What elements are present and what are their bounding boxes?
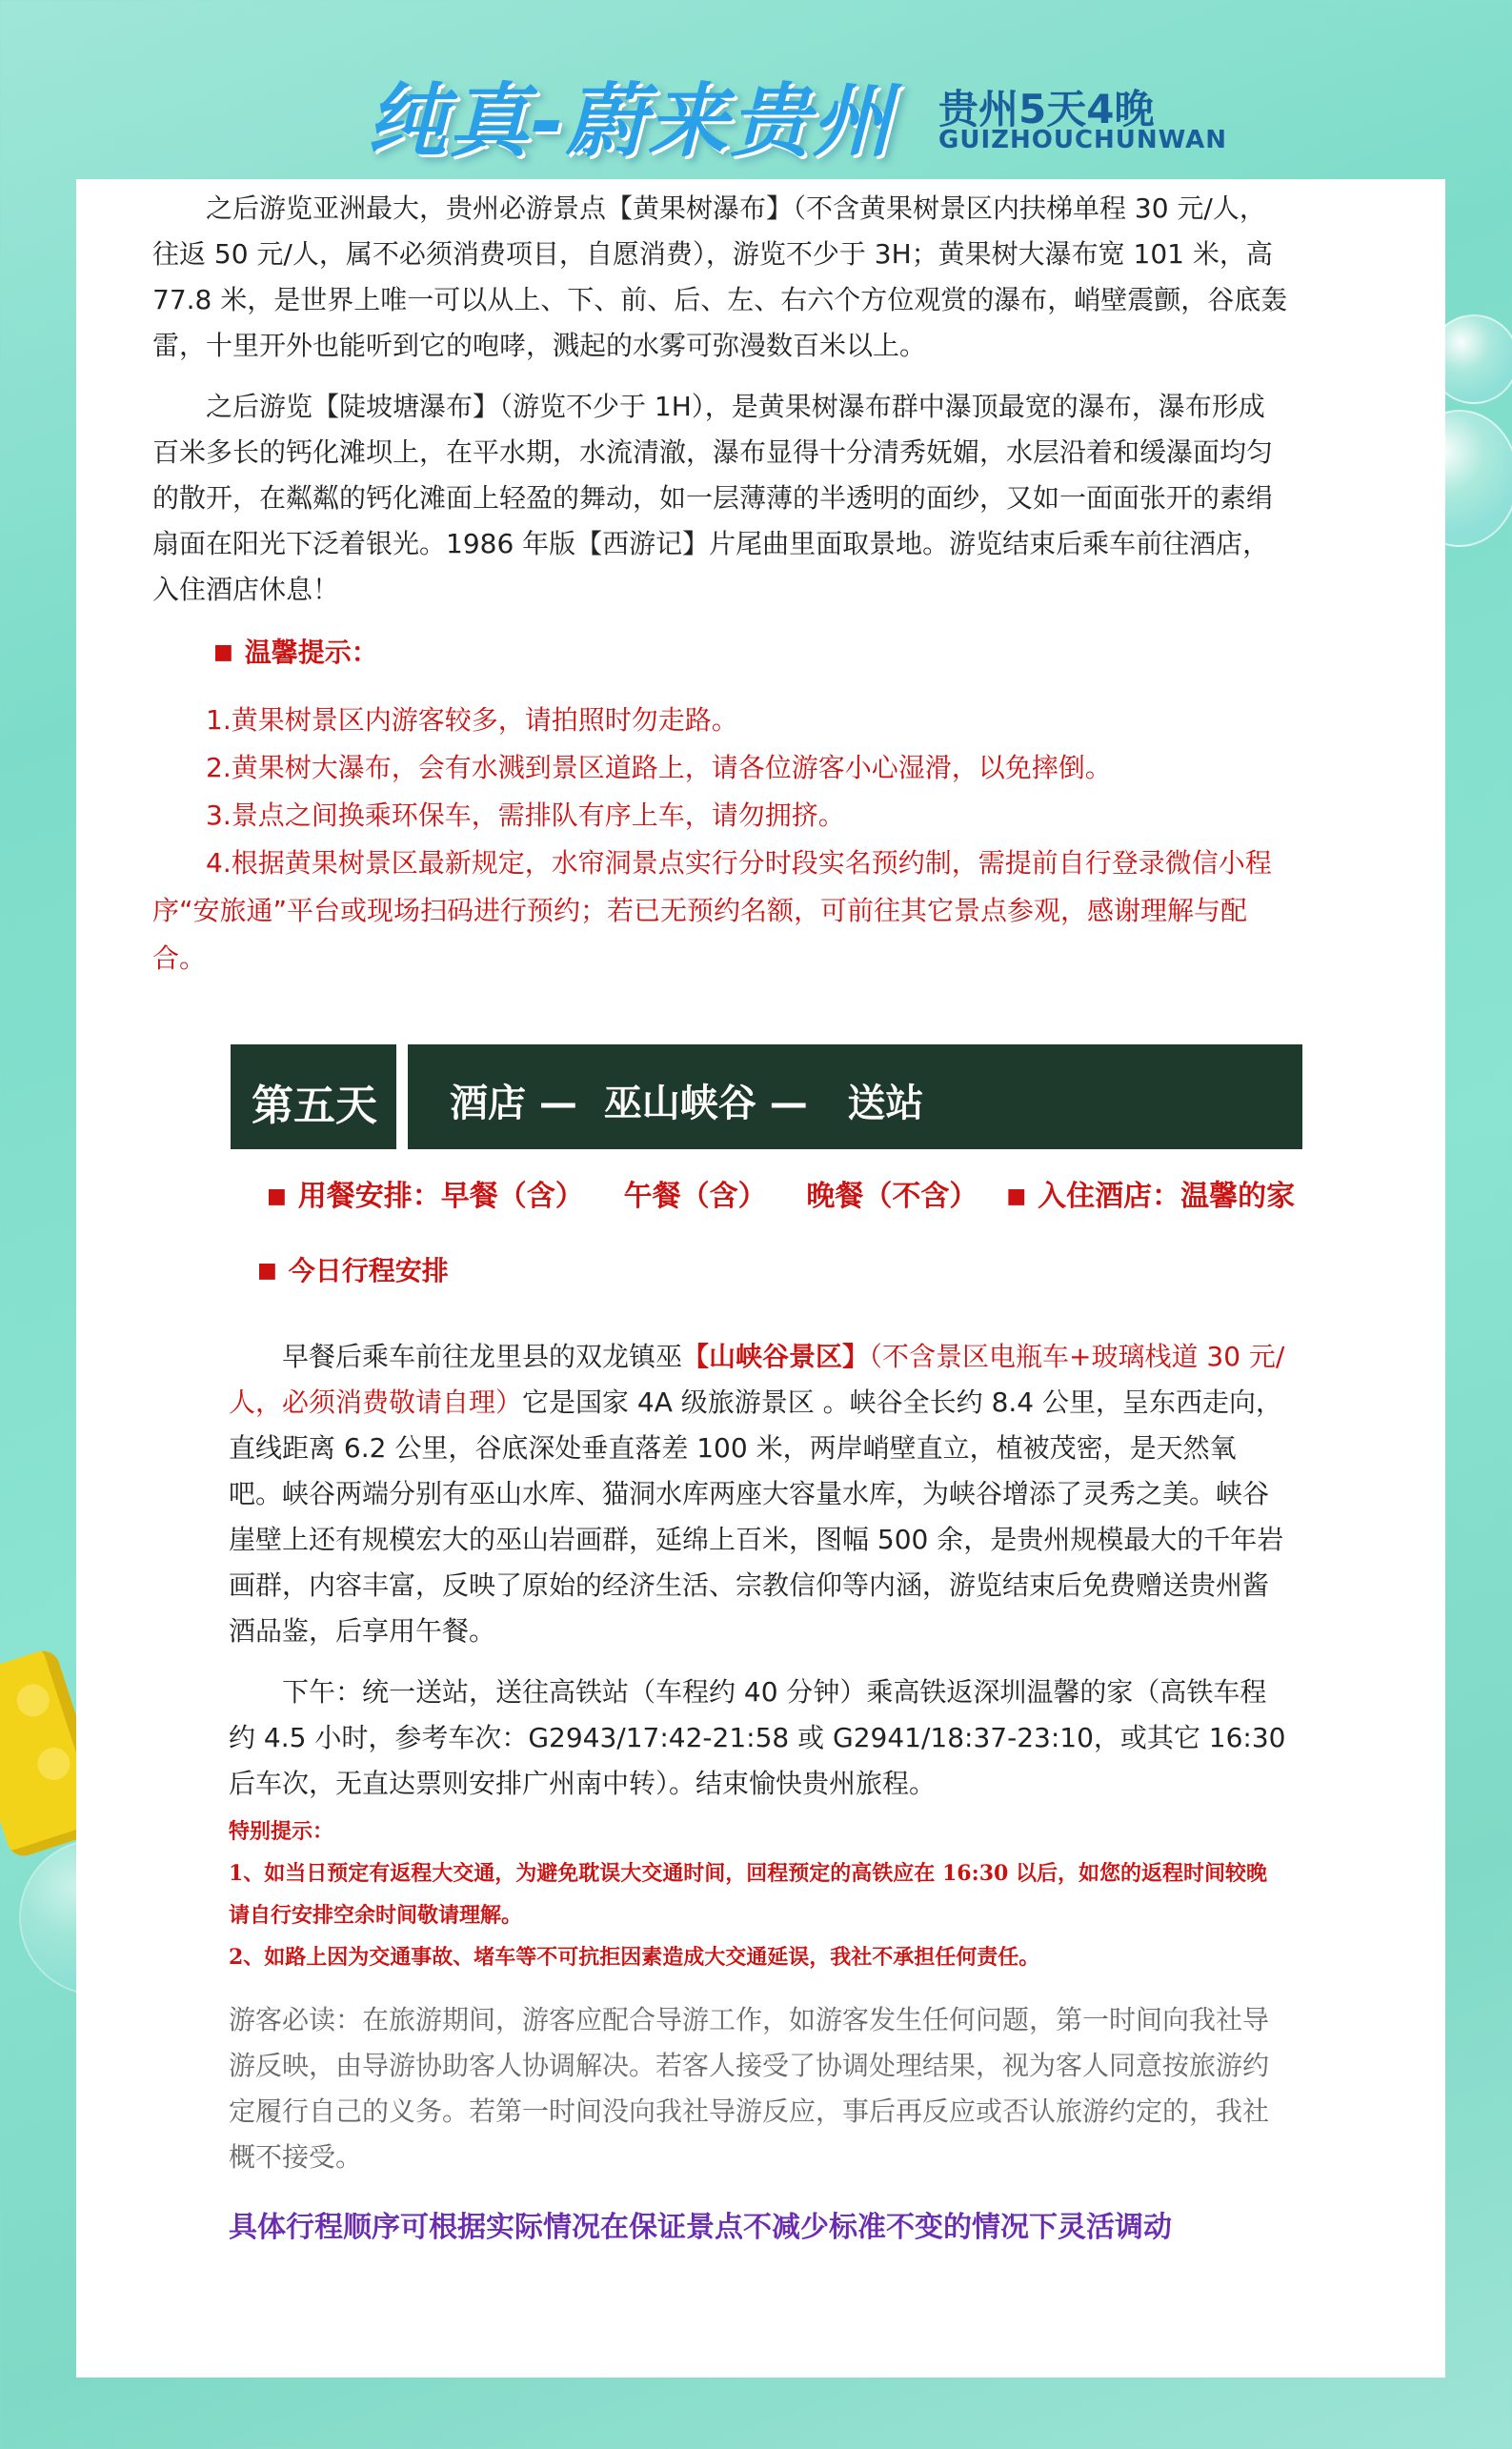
paragraph-departure: 下午：统一送站，送往高铁站（车程约 40 分钟）乘高铁返深圳温馨的家（高铁车程约 4.5 小时，参考车次：G2943/17:42-21:58 或 G2941/18:37-23:10，或其它 16:30 后车次，无直达票则安排广州南中转）。结束愉快贵州旅程。 — [229, 1676, 1286, 1799]
square-bullet-icon: ■ — [257, 1259, 277, 1283]
day4-content — [152, 186, 1291, 982]
special-tip-item: 2、如路上因为交通事故、堵车等不可抗拒因素造成大交通延误，我社不承担任何责任。 — [229, 1945, 1040, 1970]
day-route: 酒店 — 巫山峡谷 — 送站 — [450, 1082, 924, 1125]
hotel-text: 入住酒店：温馨的家 — [1038, 1180, 1296, 1213]
meal-arrangement — [267, 1172, 1295, 1214]
tip-item: 4.根据黄果树景区最新规定，水帘洞景点实行分时段实名预约制，需提前自行登录微信小程序“安旅通”平台或现场扫码进行预约；若已无预约名额，可前往其它景点参观，感谢理解与配合。 — [152, 847, 1272, 974]
page-header — [367, 57, 1228, 168]
tip-heading — [213, 632, 1291, 670]
square-bullet-icon: ■ — [267, 1184, 287, 1208]
paragraph-wushan-canyon — [229, 1334, 1286, 1654]
tip-item: 1.黄果树景区内游客较多，请拍照时勿走路。 — [206, 704, 738, 736]
square-bullet-icon: ■ — [213, 640, 233, 664]
day-header-bar — [231, 1044, 1302, 1149]
page-title: 纯真-蔚来贵州 — [367, 74, 894, 168]
special-tip-item: 1、如当日预定有返程大交通，为避免耽误大交通时间，回程预定的高铁应在 16:30 以后，如您的返程时间较晚请自行安排空余时间敬请理解。 — [229, 1861, 1267, 1928]
special-tip-title: 特别提示： — [229, 1819, 334, 1844]
tour-duration: 贵州5天4晚 — [938, 86, 1155, 132]
visitor-notice: 游客必读：在旅游期间，游客应配合导游工作，如游客发生任何问题，第一时间向我社导游反映，由导游协助客人协调解决。若客人接受了协调处理结果，视为客人同意按旅游约定履行自己的义务。若第一时间没向我社导游反应，事后再反应或否认旅游约定的，我社概不接受。 — [229, 2004, 1270, 2173]
scenic-fee-note: （不含景区电瓶车+玻璃栈道 30 元/人，必须消费敬请自理） — [229, 1341, 1285, 1418]
paragraph-huangguoshu: 之后游览亚洲最大，贵州必游景点【黄果树瀑布】（不含黄果树景区内扶梯单程 30 元/人，往返 50 元/人，属不必须消费项目，自愿消费），游览不少于 3H；黄果树大瀑布宽 101 米，高 77.8 米，是世界上唯一可以从上、下、前、后、左、右六个方位观赏的瀑布，峭壁震颤，谷底轰雷，十里开外也能听到它的咆哮，溅起的水雾可弥漫数百米以上。 — [152, 192, 1288, 361]
title-pinyin: GUIZHOUCHUNWAN — [938, 126, 1228, 154]
day-divider — [396, 1044, 408, 1149]
day5-content — [229, 1334, 1286, 2245]
today-title: 今日行程安排 — [288, 1255, 449, 1286]
itinerary-flexibility-note: 具体行程顺序可根据实际情况在保证景点不减少标准不变的情况下灵活调动 — [229, 2211, 1172, 2244]
meals-text: 用餐安排：早餐（含） 午餐（含） 晚餐（不含） — [297, 1180, 978, 1213]
day-label: 第五天 — [252, 1082, 377, 1130]
text-run: 它是国家 4A 级旅游景区 。峡谷全长约 8.4 公里，呈东西走向，直线距离 6.2 公里，谷底深处垂直落差 100 米，两岸峭壁直立，植被茂密，是天然氧吧。峡谷两端分别有巫山水库、猫洞水库两座大容量水库，为峡谷增添了灵秀之美。峡谷崖壁上还有规模宏大的巫山岩画群，延绵上百米，图幅 500 余，是贵州规模最大的千年岩画群，内容丰富，反映了原始的经济生活、宗教信仰等内涵，游览结束后免费赠送贵州酱酒品鉴，后享用午餐。 — [229, 1386, 1284, 1647]
paragraph-doupotang: 之后游览【陡坡塘瀑布】（游览不少于 1H），是黄果树瀑布群中瀑顶最宽的瀑布，瀑布形成百米多长的钙化滩坝上，在平水期，水流清澈，瀑布显得十分清秀妩媚，水层沿着和缓瀑面均匀的散开，在粼粼的钙化滩面上轻盈的舞动，如一层薄薄的半透明的面纱，又如一面面张开的素绢扇面在阳光下泛着银光。1986 年版【西游记】片尾曲里面取景地。游览结束后乘车前往酒店，入住酒店休息！ — [152, 391, 1274, 605]
square-bullet-icon: ■ — [1006, 1184, 1027, 1208]
tip-item: 3.景点之间换乘环保车，需排队有序上车，请勿拥挤。 — [206, 799, 845, 831]
tip-item: 2.黄果树大瀑布，会有水溅到景区道路上，请各位游客小心湿滑，以免摔倒。 — [206, 752, 1112, 783]
text-run: 早餐后乘车前往龙里县的双龙镇巫 — [282, 1341, 683, 1372]
tip-title: 温馨提示： — [244, 637, 378, 668]
scenic-name: 【山峡谷景区】 — [682, 1341, 870, 1372]
today-itinerary-heading — [257, 1250, 449, 1288]
